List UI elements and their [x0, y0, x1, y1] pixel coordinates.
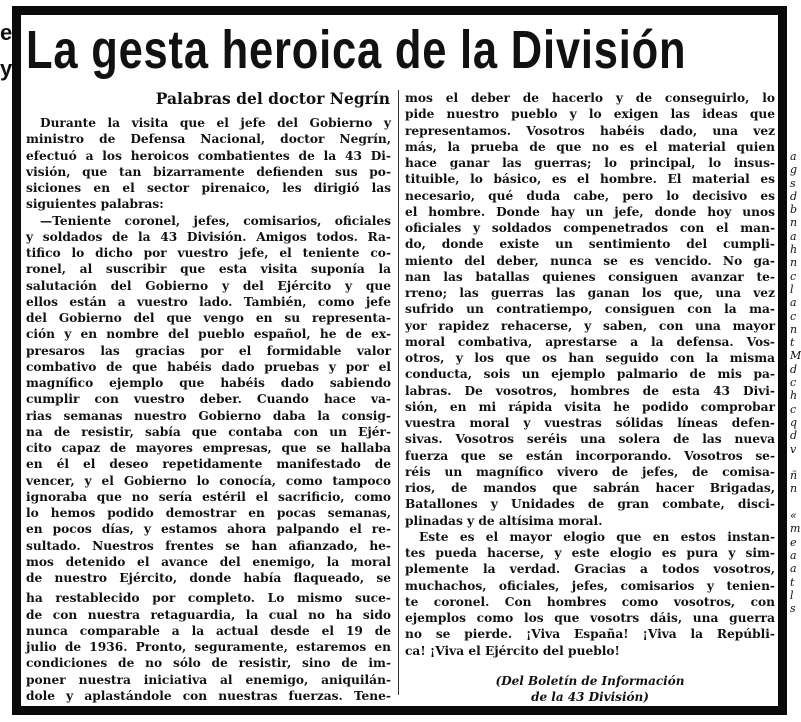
fragment-letter: n — [790, 216, 798, 230]
text-line: otros, y los que os han seguido con la misma — [405, 351, 775, 365]
text-line: visión, que tan bizarramente defienden sus po- — [26, 164, 391, 179]
text-line: vencer, y el Gobierno lo conocía, como tampoco — [26, 473, 391, 488]
text-line: nan las batallas quienes consiguen avanzar te- — [405, 269, 775, 284]
text-line: conducta, sois un ejemplo palmario de mis pa- — [405, 367, 775, 382]
article-column-right — [405, 90, 775, 705]
text-line: mos detenido el avance del enemigo, la moral — [26, 554, 391, 569]
text-line: sión, en mi rápida visita he podido comprobar — [405, 399, 775, 414]
text-line: del Gobierno del que vengo en su representa- — [26, 311, 391, 325]
text-line: Batallones y Unidades de gran combate, disci- — [405, 497, 775, 512]
adjacent-column-fragment-left — [0, 15, 13, 87]
text-line: siciones en el sector pirenaico, les dirigió las — [26, 181, 391, 195]
text-line: ejemplos como los que vosotrs dáis, una guerra — [405, 611, 775, 625]
fragment-letter: a — [790, 150, 797, 163]
text-line: en pocos días, y estamos ahora palpando el re- — [26, 522, 391, 537]
fragment-letter: M — [790, 349, 801, 363]
fragment-letter: « — [790, 509, 797, 523]
text-line: magnífico ejemplo que habéis dado sabiendo — [26, 376, 391, 390]
text-line: nunca comparable a la actual desde el 19 de — [26, 623, 391, 638]
text-line: —Teniente coronel, jefes, comisarios, oficiales — [40, 213, 391, 228]
fragment-letter: n — [790, 322, 798, 336]
fragment-letter: h — [790, 389, 798, 403]
text-line: combativo de que habéis dado pruebas y por el — [26, 359, 391, 374]
fragment-letter: t — [790, 336, 795, 350]
text-line: y soldados de la 43 División. Amigos todos. Ra- — [26, 229, 391, 244]
text-line: siguientes palabras: — [26, 197, 164, 212]
fragment-letter: a — [790, 562, 797, 576]
text-line: el hombre. Donde hay un jefe, donde hoy unos — [405, 204, 775, 219]
text-line: fuerza que se están incorporando. Vosotros se- — [405, 448, 775, 463]
text-line: ca! ¡Viva el Ejército del pueblo! — [405, 643, 620, 658]
text-line: muchachos, oficiales, jefes, comisarios y tenien- — [405, 578, 775, 593]
text-line: réis un magnífico vivero de jefes, de comisa- — [405, 464, 775, 479]
text-line: ronel, al suscribir que esta visita suponía la — [26, 262, 391, 277]
text-line: presaros las gracias por el formidable valor — [26, 343, 391, 358]
article-subheading: Palabras del doctor Negrín — [155, 89, 390, 108]
text-line: te coronel. Con hombres como vosotros, con — [405, 594, 775, 609]
article-column-left — [26, 115, 391, 704]
text-line: no se pierde. ¡Viva España! ¡Viva la Repúbli- — [405, 627, 775, 642]
column-divider — [398, 90, 399, 695]
fragment-letter: a — [790, 548, 797, 562]
fragment-letter — [790, 456, 800, 469]
text-line: tituible, lo básico, es el hombre. El material es — [405, 172, 775, 187]
fragment-letter: n — [790, 256, 798, 270]
fragment-letter: q — [790, 415, 798, 429]
fragment-letter: b — [790, 203, 798, 217]
fragment-letter: d — [790, 429, 798, 443]
source-credit: de la 43 División) — [531, 689, 649, 704]
text-line: miento del deber, nunca se es vencido. No ga- — [405, 253, 775, 268]
text-line: mos el deber de hacerlo y de conseguirlo, lo — [405, 91, 775, 105]
text-line: en él el deseo repetidamente manifestado de — [26, 457, 391, 472]
text-line: Este es el mayor elogio que en estos instan- — [419, 529, 775, 544]
text-line: sultado. Nuestros frentes se han afianzado, he- — [26, 538, 391, 553]
fragment-letter: h — [790, 243, 798, 257]
fragment-letter: g — [790, 163, 798, 177]
fragment-letter: s — [790, 176, 796, 190]
fragment-letter: t — [790, 575, 795, 589]
text-line: sivas. Vosotros seréis una solera de las nueva — [405, 432, 775, 447]
text-line: rreno; las guerras las ganan los que, una vez — [405, 286, 775, 300]
fragment-letter: e — [790, 535, 797, 549]
text-line: do, donde existe un sentimiento del cumpli- — [405, 237, 775, 252]
text-line: vuestra moral y vuestras sólidas líneas defen- — [405, 416, 775, 430]
text-line: de nuestro Ejército, donde había flaqueado, se — [26, 571, 391, 585]
text-line: dole y aplastándole con nuestras fuerzas. Tene- — [26, 688, 391, 703]
fragment-letter: y — [0, 56, 13, 81]
text-line: ignoraba que no sería estéril el sacrificio, como — [26, 489, 391, 504]
text-line: condiciones de no sólo de resistir, sino de im- — [26, 656, 391, 671]
fragment-letter: c — [790, 309, 797, 323]
text-line: hace ganar las guerras; lo principal, lo insus- — [405, 156, 775, 170]
text-line: ellos están a vuestro lado. También, como jefe — [26, 294, 391, 309]
text-line: Durante la visita que el jefe del Gobierno y — [40, 116, 391, 130]
text-line: tes pueda hacerse, y este elogio es pura y sim- — [405, 546, 775, 560]
text-line: moral combativa, aprestarse a la defensa. Vos- — [405, 334, 775, 349]
text-line: plinadas y de altísima moral. — [405, 513, 603, 528]
fragment-letter: c — [790, 269, 797, 283]
text-line: de con nuestra retaguardia, la cual no ha sido — [26, 607, 391, 622]
fragment-letter: m — [790, 522, 801, 536]
fragment-letter: e — [0, 20, 13, 45]
article-title: La gesta heroica de la División — [26, 20, 687, 80]
text-line: plemente la verdad. Gracias a todos vosotros, — [405, 562, 775, 577]
text-line: lo hemos podido demostrar en pocas semanas, — [26, 506, 391, 520]
fragment-letter: d — [790, 362, 798, 376]
text-line: poner nuestra iniciativa al enemigo, aniquilán- — [26, 672, 391, 687]
fragment-letter: s — [790, 602, 796, 616]
text-line: necesario, qué duda cabe, pero lo decisivo es — [405, 188, 775, 203]
source-credit: (Del Boletín de Información — [495, 673, 685, 688]
text-line: representamos. Vosotros habéis dado, una vez — [405, 123, 775, 138]
text-line: labras. De vosotros, hombres de esta 43 Divi- — [405, 383, 775, 398]
fragment-letter: c — [790, 376, 797, 390]
text-line: yor rapidez rehacerse, y saben, con una mayor — [405, 318, 775, 333]
text-line: salutación del Gobierno y del Ejército y que — [26, 278, 391, 293]
text-line: ha restablecido por completo. Lo mismo suce- — [26, 591, 391, 606]
text-line: ción y en nombre del pueblo español, he de ex- — [26, 327, 391, 342]
text-line: cumplir con vuestro deber. Cuando hace va- — [26, 392, 391, 407]
fragment-letter: ñ — [790, 469, 798, 483]
text-line: julio de 1936. Pronto, seguramente, estaremos en — [26, 640, 391, 654]
text-line: pide nuestro pueblo y lo exigen las ideas que — [405, 107, 775, 122]
fragment-letter: l — [790, 588, 794, 602]
text-line: rios, de mandos que sabrán hacer Brigadas, — [405, 481, 775, 495]
adjacent-column-fragment-right — [790, 150, 800, 615]
fragment-letter: d — [790, 189, 798, 203]
text-line: ministro de Defensa Nacional, doctor Negrín, — [26, 132, 391, 147]
fragment-letter: v — [790, 442, 797, 456]
text-line: efectuó a los heroicos combatientes de la 43 Di- — [26, 148, 391, 163]
fragment-letter: n — [790, 482, 798, 496]
text-line: oficiales y soldados compenetrados con el man- — [405, 221, 775, 235]
fragment-letter: a — [790, 229, 797, 243]
text-line: rias semanas nuestro Gobierno daba la consig- — [26, 408, 391, 423]
spacer — [405, 659, 775, 673]
text-line: tifico lo dicho por vuestro jefe, el teniente co- — [26, 246, 391, 260]
text-line: más, la prueba de que no es el material quien — [405, 139, 775, 154]
fragment-letter: c — [790, 402, 797, 416]
text-line: sufrido un contratiempo, consiguen con la ma- — [405, 302, 775, 317]
fragment-letter: l — [790, 282, 794, 296]
text-line: na de resistir, sabía que contaba con un Ejér- — [26, 424, 391, 439]
fragment-letter — [790, 496, 800, 509]
fragment-letter: a — [790, 296, 797, 310]
text-line: cito capaz de mayores empresas, que se hallaba — [26, 441, 391, 455]
